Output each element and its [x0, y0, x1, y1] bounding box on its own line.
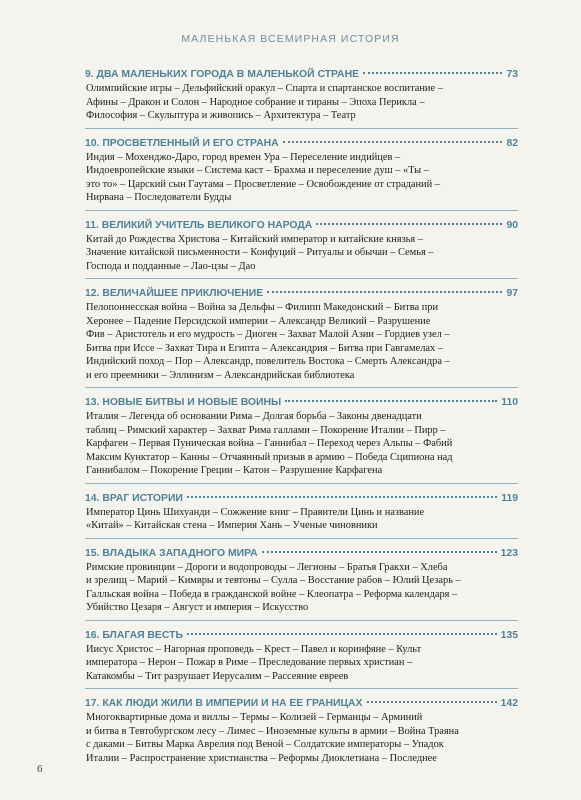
section-title: 15. ВЛАДЫКА ЗАПАДНОГО МИРА	[85, 547, 258, 559]
topic-line: Индия – Мохенджо-Даро, город времен Ура – Переселение индийцев –	[86, 151, 401, 163]
toc-section	[85, 696, 518, 765]
section-title: 9. ДВА МАЛЕНЬКИХ ГОРОДА В МАЛЕНЬКОЙ СТРАНЕ	[85, 69, 360, 80]
section-page-number: 119	[501, 492, 518, 504]
section-topics	[85, 82, 518, 123]
running-header: МАЛЕНЬКАЯ ВСЕМИРНАЯ ИСТОРИЯ	[181, 33, 400, 45]
topic-line: Ганнибалом – Покорение Греции – Катон – Разрушение Карфагена	[86, 465, 383, 476]
section-topics	[85, 410, 518, 478]
section-page-number: 97	[506, 288, 518, 299]
section-divider	[85, 688, 518, 689]
topic-line: Убийство Цезаря – Август и империя – Искусство	[86, 602, 309, 613]
section-heading[interactable]	[85, 67, 518, 82]
section-title: 14. ВРАГ ИСТОРИИ	[85, 492, 183, 504]
topic-line: Значение китайской письменности – Конфуций – Ритуалы и обычаи – Семья –	[86, 247, 434, 258]
topic-line: Италии – Распространение христианства – Реформы Диоклетиана – Последнее	[86, 752, 437, 764]
section-page-number: 135	[500, 629, 518, 641]
topic-line: Афины – Дракон и Солон – Народное собрание и тираны – Эпоха Перикла –	[86, 96, 425, 108]
toc-section	[85, 546, 518, 621]
topic-line: Многоквартирные дома и виллы – Термы – Колизей – Германцы – Арминий	[86, 712, 423, 723]
section-title: 13. НОВЫЕ БИТВЫ И НОВЫЕ ВОИНЫ	[85, 397, 282, 408]
section-page-number: 73	[506, 69, 518, 80]
section-divider	[85, 620, 518, 621]
leader-dots	[283, 141, 503, 143]
section-divider	[85, 387, 518, 388]
topic-line: Индийский поход – Пор – Александр, повелитель Востока – Смерть Александра –	[86, 356, 450, 367]
section-page-number: 142	[500, 698, 518, 709]
section-topics	[85, 506, 518, 533]
leader-dots	[316, 223, 502, 225]
topic-line: Римские провинции – Дороги и водопроводы – Легионы – Братья Гракхи – Хлеба	[86, 561, 448, 573]
section-heading[interactable]	[85, 136, 518, 151]
section-page-number: 123	[500, 547, 518, 559]
section-divider	[85, 278, 518, 279]
topic-line: Фив – Аристотель и его мудрость – Диоген – Захват Малой Азии – Гордиев узел –	[86, 329, 450, 340]
section-divider	[85, 483, 518, 484]
section-topics	[85, 643, 518, 684]
topic-line: и его преемники – Эллинизм – Александрийская библиотека	[86, 369, 355, 381]
topic-line: Индоевропейские языки – Система каст – Брахма и переселение душ – «Ты –	[86, 165, 429, 176]
topic-line: Херонее – Падение Персидской империи – Александр Великий – Разрушение	[86, 315, 431, 327]
section-page-number: 90	[506, 219, 518, 231]
leader-dots	[363, 72, 502, 74]
topic-line: Пелопоннесская война – Война за Дельфы – Филипп Македонский – Битва при	[86, 302, 439, 313]
section-topics	[85, 561, 518, 615]
toc-section	[85, 628, 518, 690]
topic-line: Император Цинь Шихуанди – Сожжение книг – Правители Цинь и название	[86, 506, 425, 518]
section-topics	[85, 233, 518, 274]
toc-section	[85, 218, 518, 280]
topic-line: Нирвана – Последователи Будды	[86, 192, 232, 203]
topic-line: Катакомбы – Тит разрушает Иерусалим – Рассеяние евреев	[86, 670, 349, 682]
leader-dots	[367, 701, 497, 703]
leader-dots	[285, 400, 497, 402]
section-page-number: 110	[501, 397, 518, 408]
section-topics	[85, 151, 518, 205]
section-title: 11. ВЕЛИКИЙ УЧИТЕЛЬ ВЕЛИКОГО НАРОДА	[85, 219, 313, 231]
section-title: 16. БЛАГАЯ ВЕСТЬ	[85, 629, 183, 641]
topic-line: и зрелищ – Марий – Кимвры и тевтоны – Сулла – Восстание рабов – Юлий Цезарь –	[86, 575, 461, 586]
section-heading[interactable]	[85, 628, 518, 643]
topic-line: Карфаген – Первая Пуническая война – Ганнибал – Переход через Альпы – Фабий	[86, 438, 453, 449]
section-heading[interactable]	[85, 395, 518, 410]
topic-line: Италия – Легенда об основании Рима – Долгая борьба – Законы двенадцати	[86, 411, 422, 422]
section-topics	[85, 711, 518, 765]
section-heading[interactable]	[85, 546, 518, 561]
page-number: 6	[37, 763, 43, 775]
topic-line: таблиц – Римский характер – Захват Рима галлами – Покорение Италии – Пирр –	[86, 424, 446, 436]
toc-section	[85, 67, 518, 129]
topic-line: Максим Кунктатор – Канны – Отчаянный призыв в армию – Победа Сципиона над	[86, 451, 453, 463]
topic-line: Олимпийские игры – Дельфийский оракул – Спарта и спартанское воспитание –	[86, 83, 443, 94]
leader-dots	[187, 496, 497, 498]
topic-line: с даками – Битвы Марка Аврелия под Веной – Солдатские императоры – Упадок	[86, 739, 444, 750]
topic-line: и битва в Тевтобургском лесу – Лимес – Иноземные культы в армии – Война Траяна	[86, 725, 459, 737]
topic-line: Господа и подданные – Лао-цзы – Дао	[86, 260, 256, 272]
toc-section	[85, 395, 518, 484]
topic-line: Китай до Рождества Христова – Китайский император и китайские князья –	[86, 233, 423, 245]
topic-line: Галльская война – Победа в гражданской войне – Клеопатра – Реформа календаря –	[86, 588, 458, 600]
leader-dots	[262, 551, 497, 553]
section-divider	[85, 128, 518, 129]
table-of-contents	[85, 67, 518, 765]
topic-line: Битва при Иссе – Захват Тира и Египта – Александрия – Битва при Гавгамелах –	[86, 342, 443, 354]
topic-line: Философия – Скульптура и живопись – Архитектура – Театр	[86, 110, 356, 121]
topic-line: Иисус Христос – Нагорная проповедь – Крест – Павел и коринфяне – Культ	[86, 643, 422, 655]
toc-section	[85, 491, 518, 539]
topic-line: «Китай» – Китайская стена – Империя Хань – Ученые чиновники	[86, 520, 378, 531]
section-heading[interactable]	[85, 286, 518, 301]
section-divider	[85, 210, 518, 211]
section-heading[interactable]	[85, 491, 518, 506]
leader-dots	[267, 291, 502, 293]
section-topics	[85, 301, 518, 382]
section-title: 12. ВЕЛИЧАЙШЕЕ ПРИКЛЮЧЕНИЕ	[85, 288, 264, 299]
section-title: 10. ПРОСВЕТЛЕННЫЙ И ЕГО СТРАНА	[85, 137, 279, 149]
topic-line: императора – Нерон – Пожар в Риме – Преследование первых христиан –	[86, 657, 413, 668]
section-title: 17. КАК ЛЮДИ ЖИЛИ В ИМПЕРИИ И НА ЕЕ ГРАНИЦАХ	[85, 698, 363, 709]
section-divider	[85, 538, 518, 539]
leader-dots	[187, 633, 497, 635]
toc-section	[85, 286, 518, 388]
section-page-number: 82	[506, 137, 518, 149]
section-heading[interactable]	[85, 696, 518, 711]
section-heading[interactable]	[85, 218, 518, 233]
topic-line: это то» – Царский сын Гаутама – Просветление – Освобождение от страданий –	[86, 178, 440, 190]
toc-section	[85, 136, 518, 211]
